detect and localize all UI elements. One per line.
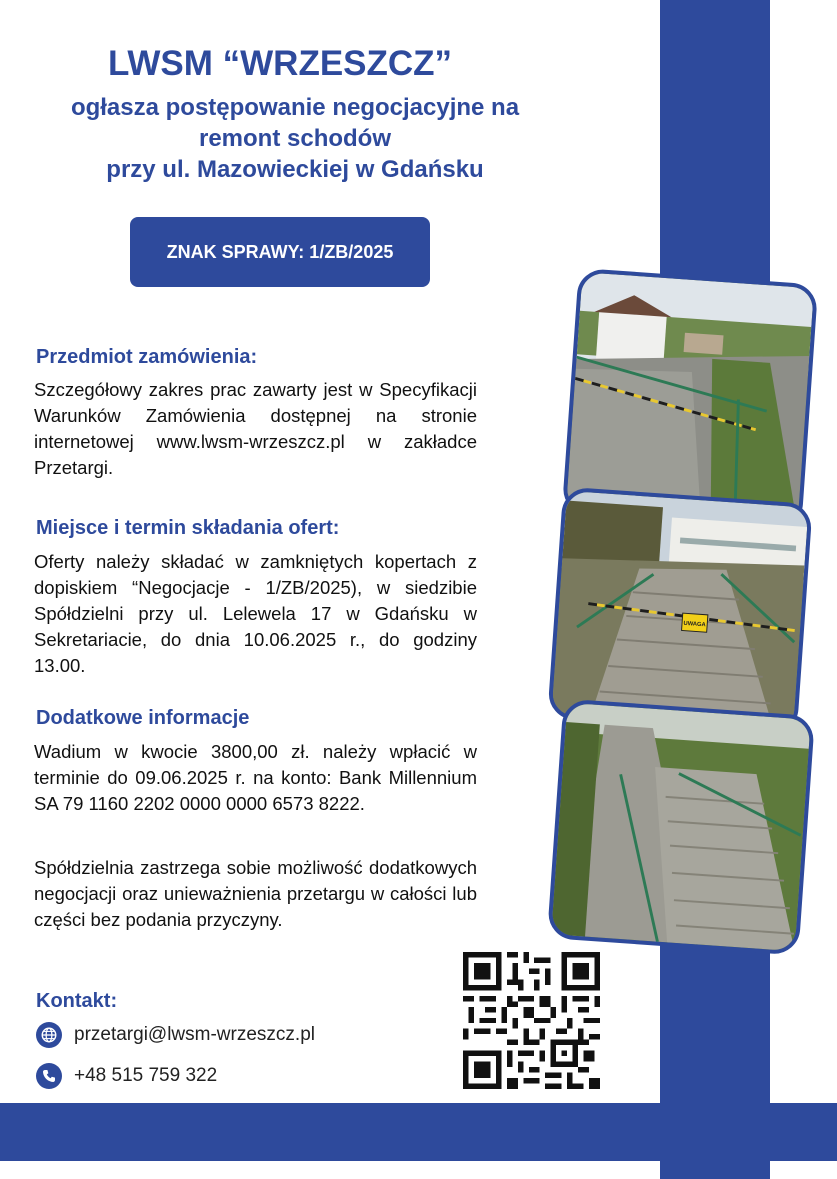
footer-accent-bar bbox=[0, 1103, 837, 1161]
subject-text: Szczegółowy zakres prac zawarty jest w Specyfikacji Warunków Zamówienia dostępnej na stronie internetowej www.lwsm-wrzeszcz.pl w zakładce Przetargi. bbox=[34, 379, 477, 478]
phone-icon bbox=[36, 1063, 62, 1089]
case-number-badge: ZNAK SPRAWY: 1/ZB/2025 bbox=[130, 217, 430, 287]
subtitle-line-1: ogłasza postępowanie negocjacyjne na bbox=[70, 94, 520, 121]
additional-text-2: Spółdzielnia zastrzega sobie możliwość dodatkowych negocjacji oraz unieważnienia przetargu w całości lub części bez podania przyczyny. bbox=[34, 857, 477, 930]
contact-phone-row[interactable] bbox=[36, 1062, 217, 1090]
place-text: Oferty należy składać w zamkniętych kopertach z dopiskiem “Negocjacje - 1/ZB/2025), w siedzibie Spółdzielni przy ul. Lelewela 17 w Gdańsku w Sekretariacie, do dnia 10.06.2025 r., do godziny 13.00. bbox=[34, 551, 477, 676]
subtitle-line-3: przy ul. Mazowieckiej w Gdańsku bbox=[106, 156, 484, 183]
contact-email-row[interactable] bbox=[36, 1021, 315, 1049]
contact-email[interactable]: przetargi@lwsm-wrzeszcz.pl bbox=[74, 1024, 315, 1045]
page-title: LWSM “WRZESZCZ” bbox=[107, 44, 453, 83]
globe-icon bbox=[36, 1022, 62, 1048]
warning-sign-text: UWAGA bbox=[683, 620, 706, 629]
subject-heading: Przedmiot zamówienia: bbox=[36, 346, 258, 368]
qr-code[interactable] bbox=[463, 952, 600, 1089]
stairs-photo-2 bbox=[547, 487, 813, 736]
additional-text-1: Wadium w kwocie 3800,00 zł. należy wpłacić w terminie do 09.06.2025 r. na konto: Bank Millennium SA 79 1160 2202 0000 0000 6573 8222. bbox=[34, 741, 477, 814]
contact-phone[interactable]: +48 515 759 322 bbox=[74, 1065, 218, 1086]
place-heading: Miejsce i termin składania ofert: bbox=[36, 517, 340, 539]
page-subtitle bbox=[30, 92, 560, 185]
subtitle-line-2: remont schodów bbox=[198, 125, 391, 152]
stairs-photo-3 bbox=[547, 699, 815, 956]
contact-heading: Kontakt: bbox=[36, 990, 118, 1012]
additional-heading: Dodatkowe informacje bbox=[36, 707, 250, 729]
